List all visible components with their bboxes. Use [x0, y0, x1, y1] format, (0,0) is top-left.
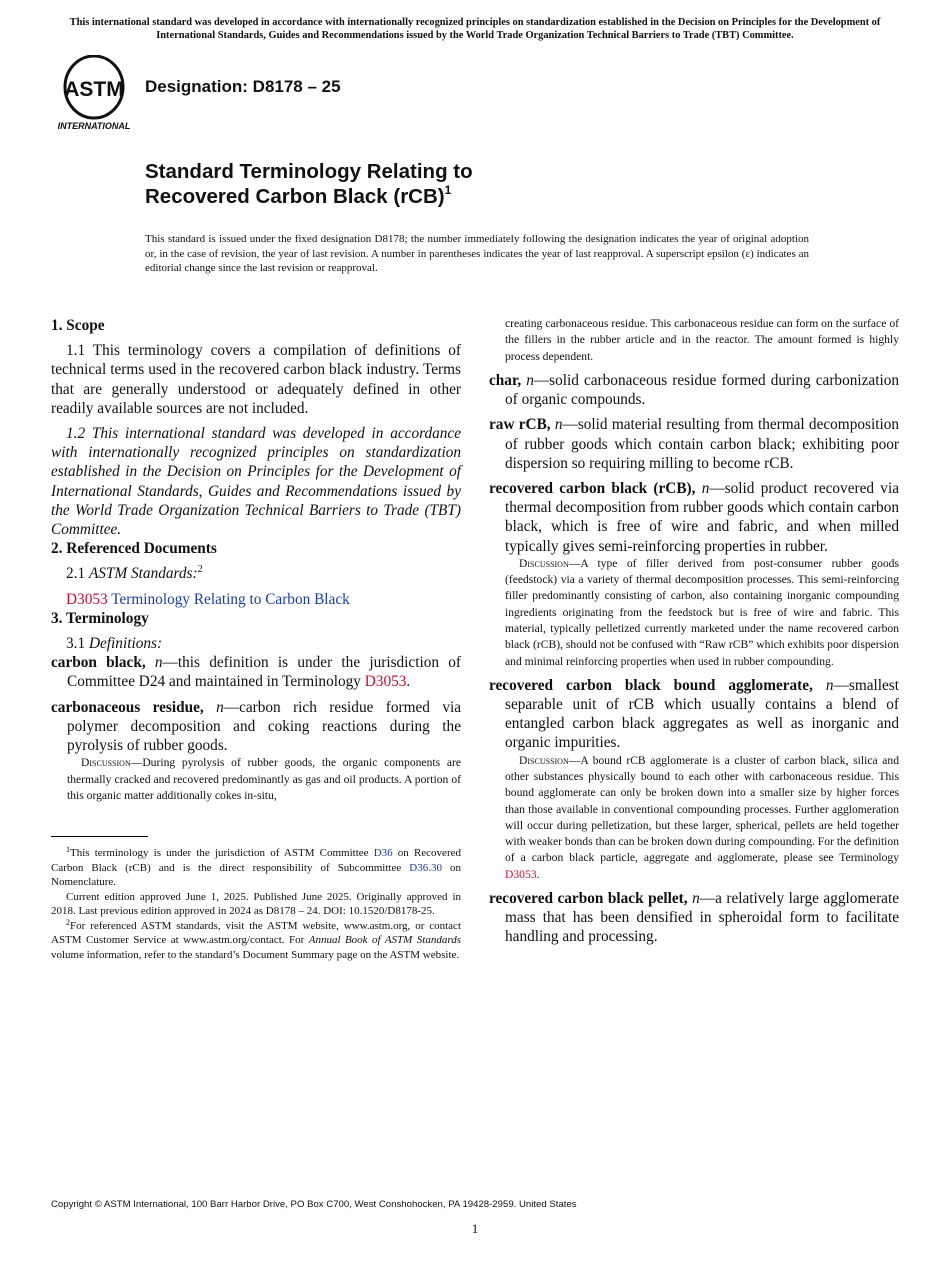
discussion-text: —A type of filler derived from post-consumer rubber goods (feedstock) via a variety of thermal decomposition processes. This semi-reinforcing filler predominantly consisting of carbon, also containing inorganic compounding ingredients originating from the feedstock but is free of wire and fabric. This material, typically pelletized currently marketed under the name recovered carbon black (rCB), should not be confused with “Raw rCB” which exhibits poor dispersion and minimal reinforcing properties when used in rubber compounding.	[505, 556, 899, 668]
issue-note: This standard is issued under the fixed designation D8178; the number immediately following the designation indicates the year of original adoption or, in the case of revision, the year of last revision. A number in parentheses indicates the year of last reapproval. A superscript epsilon (ε) indicates an editorial change since the last revision or reapproval.	[145, 233, 809, 274]
page-title	[145, 159, 645, 209]
term-char	[489, 371, 899, 409]
term-pos: n	[216, 698, 224, 716]
discussion-label: Discussion	[81, 756, 131, 770]
footnote-1-text-c: on Nomenclature.	[51, 861, 462, 888]
term-pos: n	[825, 676, 834, 694]
term-raw-rcb	[489, 415, 899, 473]
term-end: .	[406, 673, 411, 691]
footnote-1	[51, 846, 461, 890]
term-name: carbon black,	[51, 654, 146, 672]
footnote-2-text-b: volume information, refer to the standard’s Document Summary page on the ASTM website.	[51, 948, 460, 961]
footnotes	[51, 846, 461, 962]
astm-logo-icon	[52, 55, 136, 133]
term-definition: —this definition is under the jurisdiction of Committee D24 and maintained in Terminology	[67, 654, 461, 691]
term-recovered-carbon-black	[489, 479, 899, 556]
discussion-carbonaceous-residue-cont: creating carbonaceous residue. This carbonaceous residue can form on the surface of the fillers in the rubber article and in the reactor. The amount formed is highly process dependent.	[505, 317, 899, 363]
term-definition: —carbon rich residue formed via polymer decomposition and coking reactions during the pyrolysis of rubber goods.	[67, 698, 462, 755]
definitions-sub-label: Definitions:	[88, 635, 163, 653]
footnote-2-text-a: For referenced ASTM standards, visit the ASTM website, www.astm.org, or contact ASTM Customer Service at www.astm.org/contact. For	[51, 919, 461, 946]
discussion-bound-agglomerate	[489, 753, 899, 883]
footnote-rule	[51, 836, 148, 837]
term-definition: —smallest separable unit of rCB which usually contains a blend of entangled carbon black aggregates as well as inorganic and organic impurities.	[505, 676, 900, 752]
referenced-sub	[51, 564, 461, 583]
referenced-doc-link[interactable]: D3053	[66, 590, 108, 608]
term-definition: —a relatively large agglomerate mass that has been densified in spheroidal form to facilitate handling and processing.	[505, 889, 900, 946]
copyright: Copyright © ASTM International, 100 Barr Harbor Drive, PO Box C700, West Conshohocken, PA 19428-2959. United States	[51, 1199, 577, 1210]
astm-logo	[52, 55, 136, 133]
footnote-1-mark: 1	[66, 845, 70, 854]
term-bound-agglomerate	[489, 676, 899, 753]
footnote-1-text-a: This terminology is under the jurisdiction of ASTM Committee	[70, 847, 374, 859]
term-pellet	[489, 889, 899, 947]
discussion-text: —A bound rCB agglomerate is a cluster of carbon black, silica and other substances physically bound to each other with carbonaceous residue. This bound agglomerate can only be broken down into a smaller size by higher forces than those available in conventional compounding processes. Further agglomeration will occur during pelletization, but these larger, spherical, pellets are held together with weaker bonds than can be broken down during compounding. For the definition of a carbon black particle, aggregate and agglomerate, please see Terminology	[505, 753, 899, 865]
title-line-1: Standard Terminology Relating to	[145, 160, 473, 183]
footnote-2-mark: 2	[66, 917, 70, 927]
discussion-end: .	[536, 867, 540, 881]
logo-text: ASTM	[64, 78, 124, 101]
committee-link[interactable]: D36	[373, 847, 393, 859]
discussion-ref-link[interactable]: D3053	[505, 867, 537, 881]
discussion-label: Discussion	[519, 556, 569, 570]
footnote-2-italic: Annual Book of ASTM Standards	[308, 934, 461, 946]
term-name: raw rCB,	[489, 416, 551, 434]
designation: Designation: D8178 – 25	[145, 77, 341, 96]
term-definition: —solid material resulting from thermal decomposition of rubber goods which contain carbon black; exhibiting poor dispersion so requiring milling to become rCB.	[505, 416, 899, 472]
term-pos: n	[154, 654, 163, 672]
right-column	[489, 316, 899, 947]
term-definition: —solid product recovered via thermal decomposition from rubber goods which contain carbon black, which is free of wire and fabric, and when milled typically gives semi-reinforcing properties in rubber.	[505, 479, 899, 555]
term-pos: n	[701, 479, 710, 497]
terminology-heading: 3. Terminology	[51, 609, 149, 627]
term-carbonaceous-residue	[51, 698, 461, 756]
term-pos: n	[692, 889, 700, 907]
definitions-sub-number: 3.1	[66, 635, 86, 653]
referenced-doc-title-link[interactable]: Terminology Relating to Carbon Black	[111, 590, 350, 608]
logo-subtext: INTERNATIONAL	[57, 121, 131, 131]
referenced-sub-number: 2.1	[66, 565, 86, 583]
term-definition: —solid carbonaceous residue formed during carbonization of organic compounds.	[505, 371, 899, 409]
referenced-doc	[51, 590, 461, 609]
term-pos: n	[526, 371, 534, 389]
term-ref-link[interactable]: D3053	[364, 673, 407, 691]
referenced-heading: 2. Referenced Documents	[51, 540, 217, 558]
discussion-carbonaceous-residue	[51, 755, 461, 804]
footnote-1-text-b: on Recovered Carbon Black (rCB) and is the direct responsibility of Subcommittee	[51, 847, 461, 874]
scope-p1: 1.1 This terminology covers a compilation of definitions of technical terms used in the recovered carbon black industry. Terms that are generally understood or adequately defined in other readily available sources are not included.	[51, 342, 461, 417]
definitions-sub	[51, 634, 461, 653]
referenced-sub-label: ASTM Standards:	[88, 565, 198, 583]
subcommittee-link[interactable]: D36.30	[409, 861, 442, 874]
term-carbon-black	[51, 653, 461, 691]
term-name: carbonaceous residue,	[51, 698, 204, 716]
footnote-2	[51, 919, 461, 963]
term-name: recovered carbon black bound agglomerate,	[489, 676, 813, 694]
term-pos: n	[554, 416, 563, 434]
title-footnote-mark: 1	[444, 183, 452, 197]
left-column	[51, 316, 461, 804]
scope-heading: 1. Scope	[51, 317, 105, 334]
scope-p2: 1.2 This international standard was developed in accordance with internationally recognized principles on standardization established in the Decision on Principles for the Development of International Standards, Guides and Recommendations issued by the World Trade Organization Technical Barriers to Trade (TBT) Committee.	[51, 425, 461, 539]
term-name: char,	[489, 371, 522, 389]
page-number: 1	[471, 1221, 479, 1236]
referenced-sub-mark: 2	[197, 564, 203, 576]
discussion-recovered-carbon-black	[489, 556, 899, 670]
term-name: recovered carbon black (rCB),	[489, 479, 696, 497]
discussion-label: Discussion	[519, 753, 569, 767]
edition-note: Current edition approved June 1, 2025. Published June 2025. Originally approved in 2018. Last previous edition approved in 2024 as D8178 – 24. DOI: 10.1520/D8178-25.	[51, 890, 461, 917]
discussion-text: —During pyrolysis of rubber goods, the organic components are thermally cracked and recovered predominantly as gas and oil products. A portion of this organic matter additionally cokes in-situ,	[67, 756, 461, 802]
term-name: recovered carbon black pellet,	[489, 889, 688, 907]
title-line-2: Recovered Carbon Black (rCB)	[145, 185, 445, 208]
top-notice: This international standard was developed in accordance with internationally recognized principles on standardization established in the Decision on Principles for the Development of International Standards, Guides and Recommendations issued by the World Trade Organization Technical Barriers to Trade (TBT) Committee.	[69, 17, 881, 41]
